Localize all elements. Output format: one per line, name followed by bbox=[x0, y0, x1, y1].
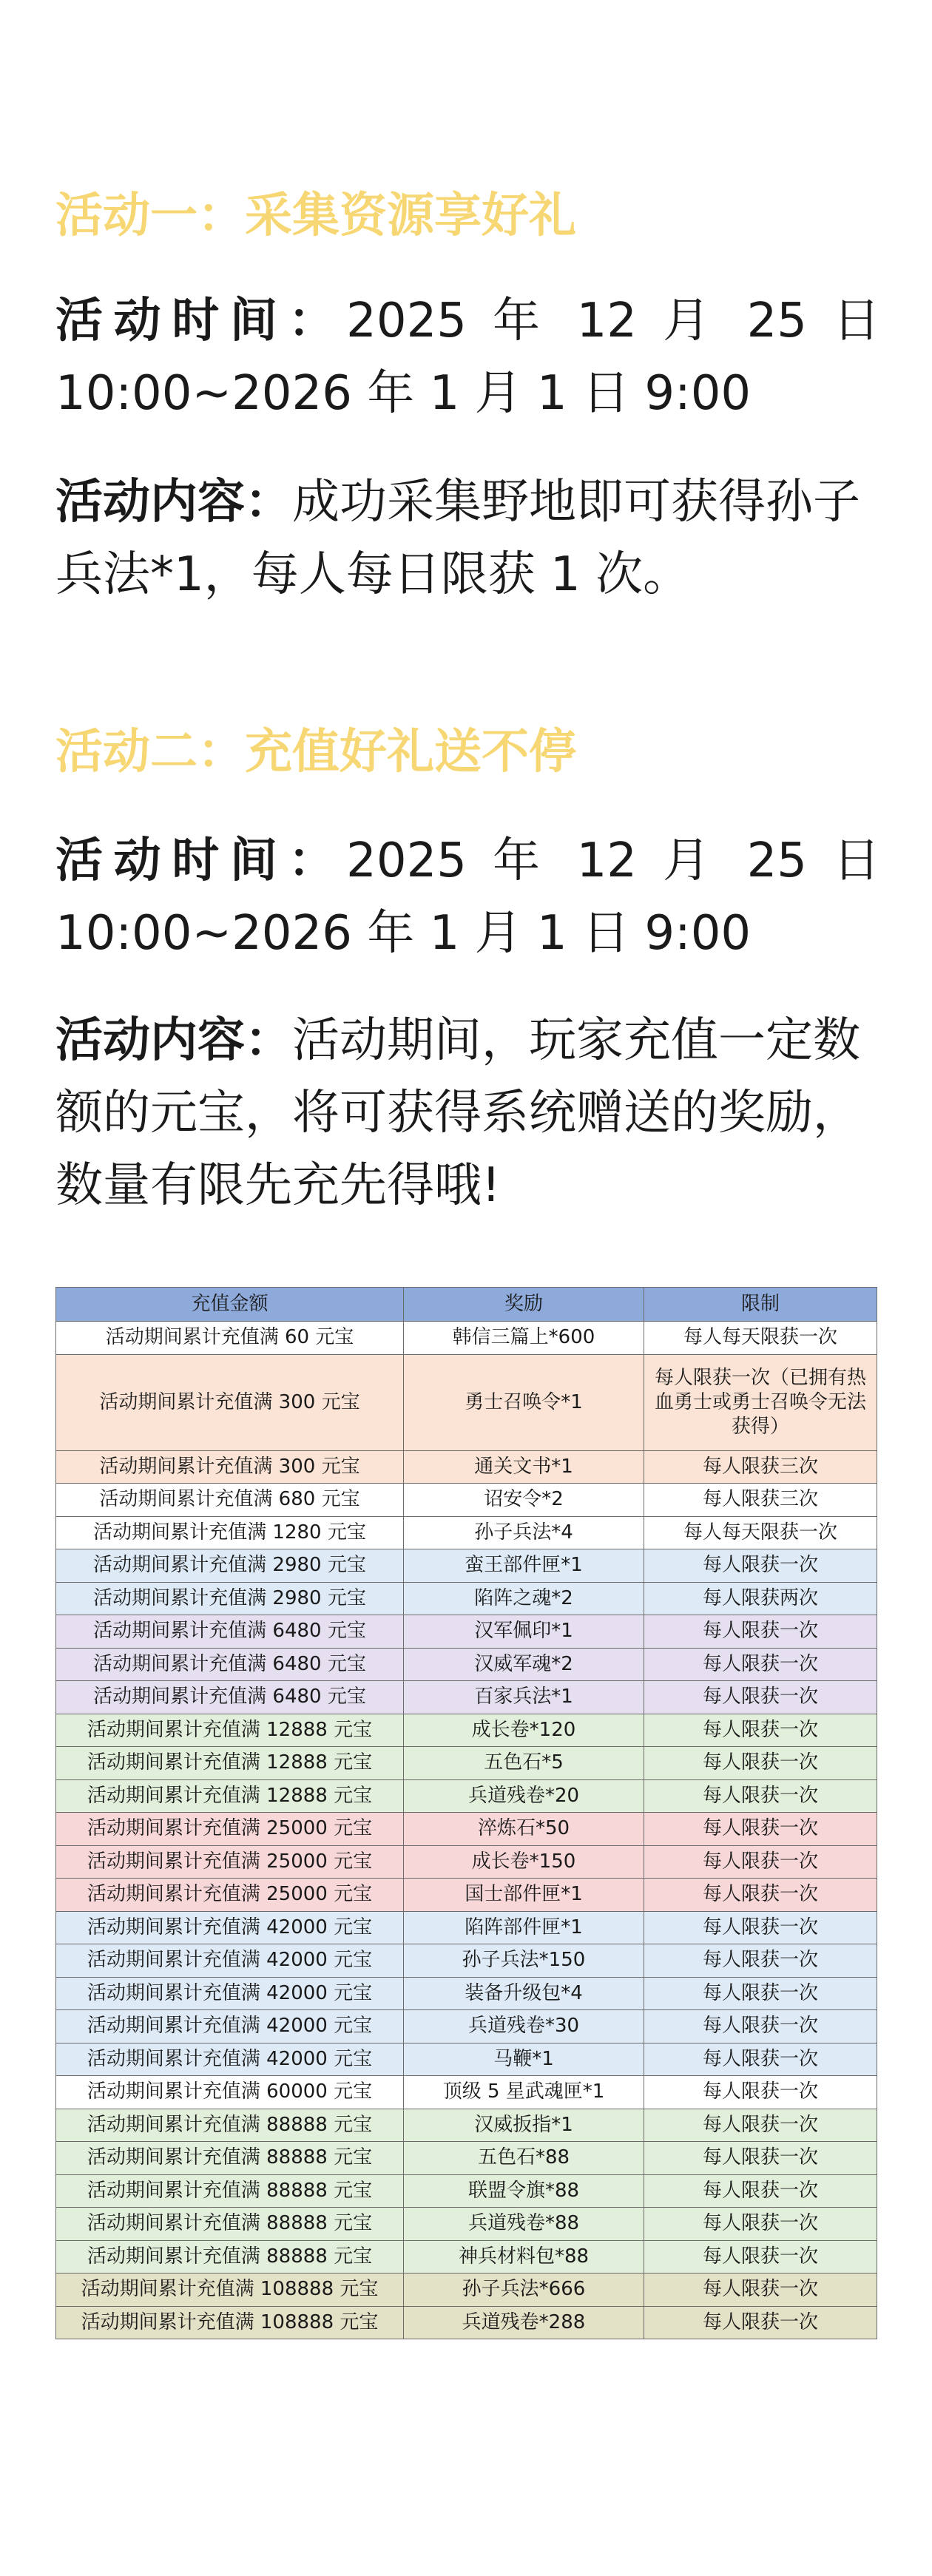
cell-reward: 联盟令旗*88 bbox=[404, 2174, 644, 2208]
cell-limit: 每人限获一次 bbox=[644, 1911, 877, 1944]
cell-limit: 每人限获一次 bbox=[644, 2043, 877, 2076]
header-amount: 充值金额 bbox=[56, 1288, 404, 1322]
cell-limit: 每人限获一次 bbox=[644, 1681, 877, 1714]
cell-amount: 活动期间累计充值满 42000 元宝 bbox=[56, 1977, 404, 2010]
table-row bbox=[56, 2076, 877, 2109]
cell-reward: 汉威军魂*2 bbox=[404, 1648, 644, 1681]
cell-limit: 每人限获一次 bbox=[644, 2208, 877, 2241]
table-row bbox=[56, 1582, 877, 1615]
activity2-title: 活动二：充值好礼送不停 bbox=[55, 725, 576, 780]
cell-limit: 每人限获三次 bbox=[644, 1450, 877, 1484]
cell-limit: 每人限获一次 bbox=[644, 2109, 877, 2142]
cell-limit: 每人限获一次 bbox=[644, 2076, 877, 2109]
cell-reward: 五色石*5 bbox=[404, 1747, 644, 1780]
activity2-content-text: 活动期间，玩家充值一定数额的元宝，将可获得系统赠送的奖励，数量有限先充先得哦! bbox=[55, 1013, 860, 1213]
cell-reward: 百家兵法*1 bbox=[404, 1681, 644, 1714]
cell-reward: 孙子兵法*150 bbox=[404, 1944, 644, 1978]
cell-amount: 活动期间累计充值满 25000 元宝 bbox=[56, 1813, 404, 1846]
cell-reward: 陷阵部件匣*1 bbox=[404, 1911, 644, 1944]
cell-reward: 兵道残卷*30 bbox=[404, 2010, 644, 2043]
cell-reward: 五色石*88 bbox=[404, 2142, 644, 2175]
cell-amount: 活动期间累计充值满 42000 元宝 bbox=[56, 2010, 404, 2043]
table-row bbox=[56, 1484, 877, 1517]
cell-limit: 每人限获一次 bbox=[644, 2174, 877, 2208]
table-row bbox=[56, 1845, 877, 1879]
cell-amount: 活动期间累计充值满 42000 元宝 bbox=[56, 2043, 404, 2076]
cell-limit: 每人限获一次 bbox=[644, 2240, 877, 2274]
cell-amount: 活动期间累计充值满 2980 元宝 bbox=[56, 1582, 404, 1615]
cell-reward: 顶级 5 星武魂匣*1 bbox=[404, 2076, 644, 2109]
activity1-time-line1: 2025 年 12 月 25 日 bbox=[346, 294, 881, 348]
reward-table-wrapper bbox=[55, 1287, 877, 2339]
table-row bbox=[56, 1944, 877, 1978]
cell-limit: 每人限获一次 bbox=[644, 1747, 877, 1780]
activity1-time bbox=[55, 285, 880, 430]
cell-reward: 陷阵之魂*2 bbox=[404, 1582, 644, 1615]
cell-limit: 每人限获一次 bbox=[644, 1714, 877, 1747]
activity1-time-line2: 10:00~2026 年 1 月 1 日 9:00 bbox=[55, 366, 752, 421]
cell-limit: 每人限获一次 bbox=[644, 1879, 877, 1912]
table-row bbox=[56, 1779, 877, 1813]
cell-limit: 每人限获一次 bbox=[644, 2010, 877, 2043]
activity2-content bbox=[55, 1004, 880, 1222]
cell-amount: 活动期间累计充值满 42000 元宝 bbox=[56, 1911, 404, 1944]
table-row bbox=[56, 1714, 877, 1747]
cell-amount: 活动期间累计充值满 2980 元宝 bbox=[56, 1549, 404, 1583]
cell-amount: 活动期间累计充值满 88888 元宝 bbox=[56, 2240, 404, 2274]
cell-amount: 活动期间累计充值满 12888 元宝 bbox=[56, 1779, 404, 1813]
table-row bbox=[56, 1450, 877, 1484]
cell-amount: 活动期间累计充值满 12888 元宝 bbox=[56, 1747, 404, 1780]
table-row bbox=[56, 1549, 877, 1583]
cell-amount: 活动期间累计充值满 60 元宝 bbox=[56, 1322, 404, 1355]
activity2-content-label: 活动内容： bbox=[55, 1013, 292, 1068]
cell-reward: 国士部件匣*1 bbox=[404, 1879, 644, 1912]
cell-reward: 诏安令*2 bbox=[404, 1484, 644, 1517]
cell-limit: 每人限获一次 bbox=[644, 1615, 877, 1649]
cell-amount: 活动期间累计充值满 25000 元宝 bbox=[56, 1879, 404, 1912]
cell-reward: 勇士召唤令*1 bbox=[404, 1354, 644, 1450]
cell-reward: 孙子兵法*4 bbox=[404, 1516, 644, 1549]
table-row bbox=[56, 1977, 877, 2010]
cell-limit: 每人限获一次 bbox=[644, 1944, 877, 1978]
table-body bbox=[56, 1322, 877, 2339]
table-row bbox=[56, 2274, 877, 2307]
cell-limit: 每人限获一次 bbox=[644, 2142, 877, 2175]
table-row bbox=[56, 2142, 877, 2175]
cell-reward: 装备升级包*4 bbox=[404, 1977, 644, 2010]
activity1-content bbox=[55, 466, 880, 611]
cell-reward: 成长卷*150 bbox=[404, 1845, 644, 1879]
cell-reward: 神兵材料包*88 bbox=[404, 2240, 644, 2274]
cell-amount: 活动期间累计充值满 108888 元宝 bbox=[56, 2306, 404, 2339]
cell-reward: 汉威扳指*1 bbox=[404, 2109, 644, 2142]
activity1-content-label: 活动内容： bbox=[55, 475, 292, 530]
cell-limit: 每人限获一次 bbox=[644, 1779, 877, 1813]
table-row bbox=[56, 2174, 877, 2208]
table-row bbox=[56, 1354, 877, 1450]
cell-reward: 成长卷*120 bbox=[404, 1714, 644, 1747]
cell-amount: 活动期间累计充值满 88888 元宝 bbox=[56, 2174, 404, 2208]
table-row bbox=[56, 2043, 877, 2076]
table-row bbox=[56, 1879, 877, 1912]
cell-reward: 兵道残卷*20 bbox=[404, 1779, 644, 1813]
activity1-content-text: 成功采集野地即可获得孙子兵法*1，每人每日限获 1 次。 bbox=[55, 475, 860, 602]
cell-reward: 兵道残卷*288 bbox=[404, 2306, 644, 2339]
activity2-time-line2: 10:00~2026 年 1 月 1 日 9:00 bbox=[55, 906, 752, 961]
cell-limit: 每人限获一次 bbox=[644, 1977, 877, 2010]
cell-reward: 汉军佩印*1 bbox=[404, 1615, 644, 1649]
cell-amount: 活动期间累计充值满 60000 元宝 bbox=[56, 2076, 404, 2109]
cell-reward: 通关文书*1 bbox=[404, 1450, 644, 1484]
cell-reward: 兵道残卷*88 bbox=[404, 2208, 644, 2241]
cell-amount: 活动期间累计充值满 12888 元宝 bbox=[56, 1714, 404, 1747]
table-row bbox=[56, 1681, 877, 1714]
table-row bbox=[56, 1516, 877, 1549]
table-row bbox=[56, 1648, 877, 1681]
table-row bbox=[56, 1322, 877, 1355]
activity2-time-label: 活动时间： bbox=[55, 834, 347, 888]
cell-reward: 淬炼石*50 bbox=[404, 1813, 644, 1846]
reward-table bbox=[55, 1287, 877, 2339]
table-row bbox=[56, 2010, 877, 2043]
cell-limit: 每人每天限获一次 bbox=[644, 1516, 877, 1549]
activity2-time-line1: 2025 年 12 月 25 日 bbox=[346, 834, 881, 888]
cell-amount: 活动期间累计充值满 1280 元宝 bbox=[56, 1516, 404, 1549]
cell-limit: 每人限获一次 bbox=[644, 1813, 877, 1846]
cell-amount: 活动期间累计充值满 680 元宝 bbox=[56, 1484, 404, 1517]
cell-amount: 活动期间累计充值满 300 元宝 bbox=[56, 1354, 404, 1450]
cell-limit: 每人限获一次 bbox=[644, 1549, 877, 1583]
table-row bbox=[56, 1911, 877, 1944]
cell-amount: 活动期间累计充值满 88888 元宝 bbox=[56, 2208, 404, 2241]
cell-reward: 韩信三篇上*600 bbox=[404, 1322, 644, 1355]
cell-amount: 活动期间累计充值满 88888 元宝 bbox=[56, 2109, 404, 2142]
cell-limit: 每人每天限获一次 bbox=[644, 1322, 877, 1355]
cell-amount: 活动期间累计充值满 6480 元宝 bbox=[56, 1615, 404, 1649]
cell-amount: 活动期间累计充值满 300 元宝 bbox=[56, 1450, 404, 1484]
activity1-title: 活动一：采集资源享好礼 bbox=[55, 189, 576, 243]
cell-amount: 活动期间累计充值满 88888 元宝 bbox=[56, 2142, 404, 2175]
table-row bbox=[56, 1813, 877, 1846]
cell-limit: 每人限获一次 bbox=[644, 2306, 877, 2339]
activity1-time-label: 活动时间： bbox=[55, 294, 347, 348]
cell-limit: 每人限获一次 bbox=[644, 1845, 877, 1879]
header-limit: 限制 bbox=[644, 1288, 877, 1322]
cell-reward: 马鞭*1 bbox=[404, 2043, 644, 2076]
cell-reward: 蛮王部件匣*1 bbox=[404, 1549, 644, 1583]
table-row bbox=[56, 2306, 877, 2339]
cell-limit: 每人限获三次 bbox=[644, 1484, 877, 1517]
cell-limit: 每人限获一次 bbox=[644, 1648, 877, 1681]
table-header-row bbox=[56, 1288, 877, 1322]
activity2-time bbox=[55, 825, 880, 970]
cell-amount: 活动期间累计充值满 25000 元宝 bbox=[56, 1845, 404, 1879]
header-reward: 奖励 bbox=[404, 1288, 644, 1322]
cell-amount: 活动期间累计充值满 6480 元宝 bbox=[56, 1648, 404, 1681]
cell-amount: 活动期间累计充值满 42000 元宝 bbox=[56, 1944, 404, 1978]
cell-reward: 孙子兵法*666 bbox=[404, 2274, 644, 2307]
table-row bbox=[56, 1615, 877, 1649]
table-row bbox=[56, 1747, 877, 1780]
cell-amount: 活动期间累计充值满 108888 元宝 bbox=[56, 2274, 404, 2307]
table-row bbox=[56, 2208, 877, 2241]
cell-limit: 每人限获一次 bbox=[644, 2274, 877, 2307]
table-row bbox=[56, 2109, 877, 2142]
cell-amount: 活动期间累计充值满 6480 元宝 bbox=[56, 1681, 404, 1714]
table-row bbox=[56, 2240, 877, 2274]
cell-limit: 每人限获两次 bbox=[644, 1582, 877, 1615]
cell-limit: 每人限获一次（已拥有热血勇士或勇士召唤令无法获得） bbox=[644, 1354, 877, 1450]
